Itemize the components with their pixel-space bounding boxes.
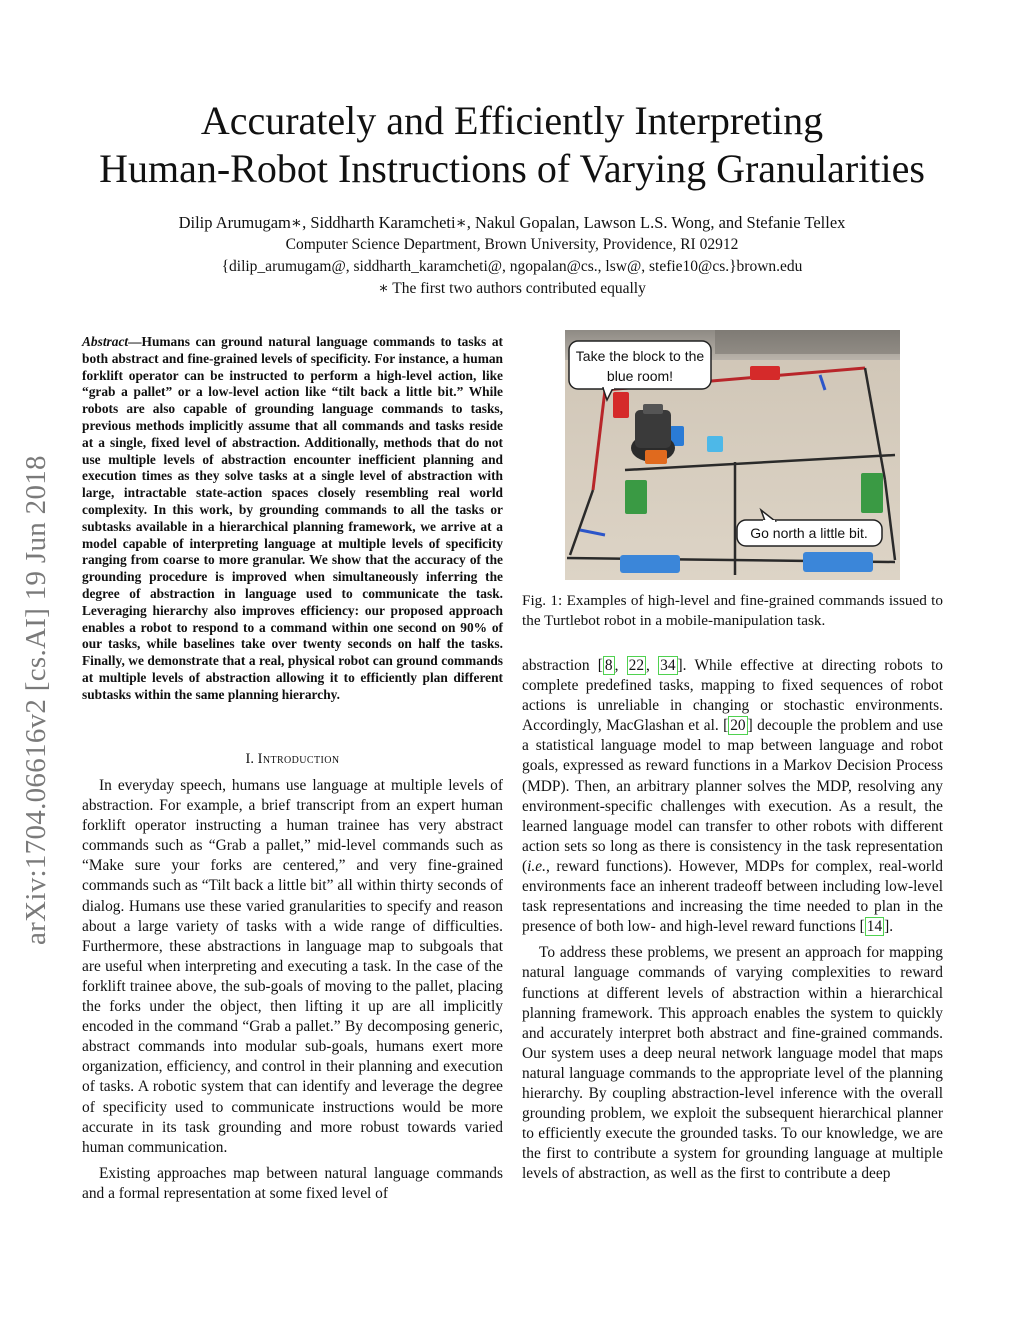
bubble-fine-grained-text: Go north a little bit. bbox=[750, 525, 868, 541]
citation-link[interactable]: 8 bbox=[604, 657, 613, 674]
citation-link[interactable]: 20 bbox=[730, 717, 746, 735]
figure-caption: Fig. 1: Examples of high-level and fine-grained commands issued to the Turtlebot robot in a mobile-manipulation task. bbox=[522, 592, 943, 629]
author-emails: {dilip_arumugam@, siddharth_karamcheti@, ngopalan@cs., lsw@, stefie10@cs.}brown.edu bbox=[221, 258, 803, 275]
bubble-high-level-line1: Take the block to the bbox=[575, 348, 705, 364]
intro-paragraph-2: Existing approaches map between natural language commands and a formal representation at some fixed level of bbox=[82, 1164, 503, 1202]
intro-right-paragraph-1: abstraction [ 8 , 22 , 34 ]. While effective at directing robots to complete predefined tasks, mapping to fixed sequences of robot actions is unreliable in changing or stochastic environments. Accordingly, MacGlashan et al. [ 20 ] decouple the problem and use a statistical language model to map between language and robot goals, expressed as reward functions in a Markov Decision Process (MDP). Then, an arbitrary planner solves the MDP, resolving any environment-specific challenges with execution. As a result, the learned language model can transfer to other robots with different action sets so long as there is consistency in the task representation (i.e., reward functions). However, MDPs for complex, real-world environments face an inherent tradeoff between including low-level task representations and increasing the time needed to plan in the presence of both low- and high-level reward functions [ 14 ]. bbox=[522, 657, 943, 936]
citation-link[interactable]: 14 bbox=[866, 918, 883, 936]
figure-robot-photo bbox=[565, 330, 900, 580]
equal-contribution-note: ∗ The first two authors contributed equally bbox=[378, 280, 646, 297]
author-list: Dilip Arumugam∗, Siddharth Karamcheti∗, Nakul Gopalan, Lawson L.S. Wong, and Stefanie Tellex bbox=[178, 213, 846, 232]
title-line-1: Accurately and Efficiently Interpreting bbox=[200, 98, 824, 143]
intro-left-column bbox=[82, 776, 503, 1204]
section-number: I. bbox=[245, 751, 254, 767]
green-block bbox=[625, 480, 647, 514]
citation-link[interactable]: 22 bbox=[628, 657, 645, 674]
abstract-text: —Humans can ground natural language commands to tasks at both abstract and fine-grained levels of specificity. For instance, a human forklift operator can be instructed to perform a high-level action, like “grab a pallet” or a low-level action like “tilt back a little bit.” While robots are also capable of grounding language commands to tasks, previous methods implicitly assume that all commands and tasks reside at a single, fixed level of abstraction. Additionally, methods that do not use multiple levels of abstraction encounter inefficient planning and execution times as they solve tasks at a single level of abstraction with large, intractable state-action spaces closely resembling real world complexity. In this work, by grounding commands to all the tasks or subtasks available in a hierarchical planning framework, we arrive at a model capable of interpreting language at multiple levels of specificity ranging from coarse to more granular. We show that the accuracy of the grounding procedure is improved when simultaneously inferring the degree of abstraction in language used to communicate the task. Leveraging hierarchy also improves efficiency: our proposed approach enables a robot to respond to a command within one second on 90% of our tasks, while baselines take over twenty seconds on half the tasks. Finally, we demonstrate that a real, physical robot can ground commands at multiple levels of abstraction allowing it to efficiently plan different subtasks within the same planning hierarchy. bbox=[82, 334, 503, 702]
arxiv-identifier: arXiv:1704.06616v2 [cs.AI] 19 Jun 2018 bbox=[20, 455, 52, 945]
intro-right-paragraph-2: To address these problems, we present an approach for mapping natural language commands of varying complexities to reward functions at different levels of abstraction within a hierarchical planning framework. This approach enables the system to quickly and accurately interpret both abstract and fine-grained commands. Our system uses a deep neural network language model that maps natural language commands to the appropriate level of the planning hierarchy. By coupling abstraction-level inference with the overall grounding problem, we exploit the subsequent hierarchical planner to efficiently execute the grounded tasks. To our knowledge, we are the first to contribute a system for grounding language at multiple levels of abstraction, as well as the first to contribute a deep bbox=[522, 944, 943, 1183]
robot-scene-illustration bbox=[565, 330, 900, 580]
intro-right-column bbox=[522, 656, 943, 1184]
affiliation: Computer Science Department, Brown University, Providence, RI 02912 bbox=[285, 236, 739, 253]
citation-link[interactable]: 34 bbox=[660, 657, 676, 674]
blue-block bbox=[707, 436, 723, 452]
abstract bbox=[82, 334, 503, 704]
abstract-label: Abstract bbox=[82, 334, 129, 349]
bubble-high-level-line2: blue room! bbox=[606, 368, 674, 384]
paper-title bbox=[60, 97, 964, 193]
red-block bbox=[613, 392, 629, 418]
section-title: Introduction bbox=[257, 751, 340, 767]
title-line-2: Human-Robot Instructions of Varying Granularities bbox=[99, 146, 925, 191]
intro-paragraph-1: In everyday speech, humans use language at multiple levels of abstraction. For example, a brief transcript from an expert human forklift operator instructing a human trainee has very abstract commands such as “Grab a pallet,” mid-level commands such as “Make sure your forks are centered,” and very fine-grained commands such as “Tilt back a little bit” all within thirty seconds of dialog. Humans use these varied granularities to specify and reason about a large variety of tasks with a wide range of difficulties. Furthermore, these abstractions in language map to subgoals that are useful when interpreting and executing a task. In the case of the forklift trainee above, the sub-goals of moving to the pallet, placing the forks under the object, then lifting it up are all implicitly encoded in the command “Grab a pallet.” By decomposing generic, abstract commands into modular sub-goals, humans exert more organization, efficiency, and control in their planning and execution of tasks. A robotic system that can identify and leverage the degree of specificity used to communicate instructions would be more accurate in its task grounding and more robust towards varied human communication. bbox=[82, 777, 503, 1156]
section-heading-introduction bbox=[82, 751, 503, 768]
